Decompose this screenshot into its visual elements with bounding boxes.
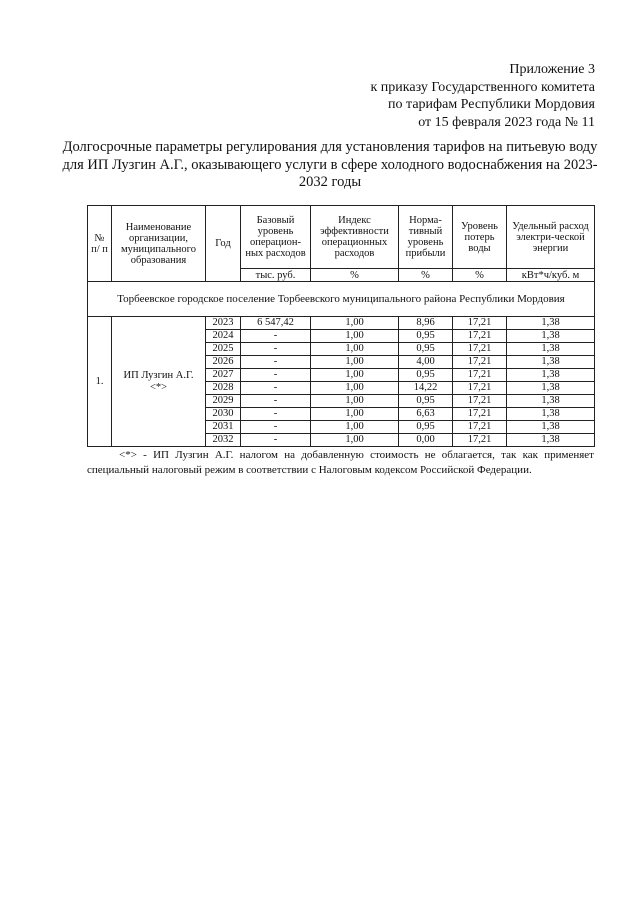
cell-index: 1,00 (311, 421, 399, 434)
table-row (88, 317, 595, 330)
appendix-header (371, 61, 596, 131)
cell-base: - (241, 408, 311, 421)
appendix-line-2: к приказу Государственного комитета (370, 79, 595, 95)
region-cell: Торбеевское городское поселение Торбеевского муниципального района Республики Мордовия (88, 282, 595, 317)
cell-year: 2029 (206, 395, 241, 408)
footnote: <*> - ИП Лузгин А.Г. налогом на добавленную стоимость не облагается, так как применяет специальный налоговый режим в соответствии с Налоговым кодексом Российской Федерации. (87, 449, 594, 476)
cell-loss: 17,21 (453, 382, 507, 395)
cell-profit: 0,95 (399, 395, 453, 408)
header-org: Наименование организации, муниципального образования (112, 206, 206, 282)
cell-year: 2028 (206, 382, 241, 395)
cell-profit: 0,95 (399, 330, 453, 343)
cell-base: - (241, 421, 311, 434)
table-header-row (88, 206, 595, 269)
cell-loss: 17,21 (453, 343, 507, 356)
row-number-cell: 1. (88, 317, 112, 447)
cell-index: 1,00 (311, 395, 399, 408)
cell-loss: 17,21 (453, 369, 507, 382)
cell-energy: 1,38 (507, 330, 595, 343)
header-year: Год (206, 206, 241, 282)
cell-energy: 1,38 (507, 343, 595, 356)
cell-profit: 0,95 (399, 369, 453, 382)
cell-index: 1,00 (311, 343, 399, 356)
cell-energy: 1,38 (507, 421, 595, 434)
cell-year: 2031 (206, 421, 241, 434)
parameters-table (87, 205, 595, 447)
appendix-line-3: по тарифам Республики Мордовия (388, 97, 595, 112)
header-loss: Уровень потерь воды (453, 206, 507, 269)
cell-energy: 1,38 (507, 382, 595, 395)
cell-index: 1,00 (311, 317, 399, 330)
cell-base: - (241, 343, 311, 356)
cell-profit: 6,63 (399, 408, 453, 421)
region-row (88, 282, 595, 317)
cell-energy: 1,38 (507, 434, 595, 447)
cell-index: 1,00 (311, 356, 399, 369)
cell-profit: 0,95 (399, 343, 453, 356)
cell-index: 1,00 (311, 434, 399, 447)
cell-energy: 1,38 (507, 317, 595, 330)
appendix-line-4: от 15 февраля 2023 года № 11 (418, 114, 595, 130)
cell-energy: 1,38 (507, 356, 595, 369)
document-title: Долгосрочные параметры регулирования для установления тарифов на питьевую воду для ИП Лузгин А.Г., оказывающего услуги в сфере холодного водоснабжения на 2023-2032 годы (62, 139, 598, 190)
cell-base: - (241, 369, 311, 382)
organization-cell: ИП Лузгин А.Г. <*> (112, 317, 206, 447)
cell-year: 2030 (206, 408, 241, 421)
cell-profit: 0,00 (399, 434, 453, 447)
cell-loss: 17,21 (453, 356, 507, 369)
header-base: Базовый уровень операцион-ных расходов (241, 206, 311, 269)
table-body (88, 282, 595, 447)
cell-loss: 17,21 (453, 330, 507, 343)
cell-loss: 17,21 (453, 395, 507, 408)
cell-index: 1,00 (311, 369, 399, 382)
cell-base: - (241, 395, 311, 408)
cell-profit: 8,96 (399, 317, 453, 330)
unit-loss: % (453, 269, 507, 282)
cell-loss: 17,21 (453, 317, 507, 330)
cell-index: 1,00 (311, 408, 399, 421)
cell-year: 2023 (206, 317, 241, 330)
cell-energy: 1,38 (507, 395, 595, 408)
unit-index: % (311, 269, 399, 282)
header-profit: Норма-тивный уровень прибыли (399, 206, 453, 269)
cell-index: 1,00 (311, 382, 399, 395)
cell-profit: 14,22 (399, 382, 453, 395)
unit-energy: кВт*ч/куб. м (507, 269, 595, 282)
cell-year: 2027 (206, 369, 241, 382)
cell-energy: 1,38 (507, 408, 595, 421)
cell-loss: 17,21 (453, 434, 507, 447)
cell-loss: 17,21 (453, 408, 507, 421)
cell-base: - (241, 382, 311, 395)
cell-base: - (241, 434, 311, 447)
cell-base: - (241, 330, 311, 343)
cell-year: 2024 (206, 330, 241, 343)
cell-profit: 4,00 (399, 356, 453, 369)
cell-base: 6 547,42 (241, 317, 311, 330)
appendix-line-1: Приложение 3 (509, 62, 595, 77)
header-energy: Удельный расход электри-ческой энергии (507, 206, 595, 269)
cell-year: 2026 (206, 356, 241, 369)
cell-loss: 17,21 (453, 421, 507, 434)
cell-energy: 1,38 (507, 369, 595, 382)
cell-year: 2025 (206, 343, 241, 356)
cell-year: 2032 (206, 434, 241, 447)
header-index: Индекс эффективности операционных расходов (311, 206, 399, 269)
cell-base: - (241, 356, 311, 369)
unit-profit: % (399, 269, 453, 282)
cell-profit: 0,95 (399, 421, 453, 434)
header-num: № п/ п (88, 206, 112, 282)
unit-base: тыс. руб. (241, 269, 311, 282)
cell-index: 1,00 (311, 330, 399, 343)
